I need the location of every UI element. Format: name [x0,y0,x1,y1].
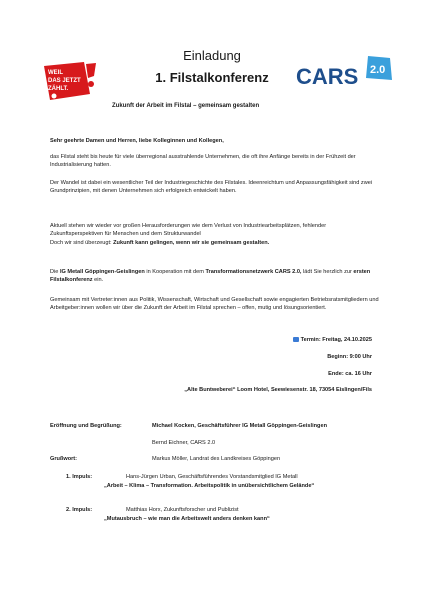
opening-speaker-2: Bernd Eichner, CARS 2.0 [152,440,216,446]
p4-conference: ersten Filstalkonferenz [50,269,371,284]
event-venue: „Alte Buntweberei“ Loom Hotel, Seewiesenstr. 18, 73054 Eislingen/Fils [184,387,372,393]
invitation-title: Einladung [183,48,241,63]
paragraph-3b-bold: Zukunft kann gelingen, wenn wir sie gemeinsam gestalten. [113,239,270,246]
paragraph-2: Der Wandel ist dabei ein wesentlicher Teil der Industriegeschichte des Filstales. Ideenreichtum und Anpassungsfähigkeit sind zwei Grundprinzipien, mit denen Unternehmen sich erfolgreich entwickelt haben. [50,180,373,195]
greeting: Sehr geehrte Damen und Herren, liebe Kolleginnen und Kollegen, [50,138,224,144]
event-date [293,337,372,343]
event-date-text: Termin: Freitag, 24.10.2025 [300,337,372,343]
p4-part: in Kooperation mit dem [144,269,206,275]
event-start: Beginn: 9:00 Uhr [327,354,372,360]
impulse-1-speaker: Hans-Jürgen Urban, Geschäftsführendes Vorstandsmitglied IG Metall [126,474,298,480]
opening-speaker-1 [152,422,327,430]
cars-logo-text: CARS [296,64,359,89]
impulse-1-title: „Arbeit – Klima – Transformation. Arbeitspolitik in unübersichtlichem Gelände“ [104,483,315,489]
greeting-speaker: Markus Möller, Landrat des Landkreises Göppingen [152,456,281,462]
paragraph-4 [50,268,380,285]
paragraph-3b: Doch wir sind überzeugt: [50,239,114,246]
impulse-2-speaker: Matthias Horx, Zukunftsforscher und Publizist [126,507,239,513]
greeting-label: Grußwort: [50,456,78,462]
ig-logo-line1: WEIL [48,70,63,76]
opening-label: Eröffnung und Begrüßung: [50,423,122,429]
cars-badge-text: 2.0 [370,64,386,76]
p4-network: Transformationsnetzwerk CARS 2.0, [205,269,302,275]
ig-logo-line2: DAS JETZT [48,78,81,84]
impulse-2-title: „Mutausbruch – wie man die Arbeitswelt anders denken kann“ [104,516,270,522]
paragraph-3a: Aktuell stehen wir wieder vor großen Herausforderungen wie dem Verlust von Industriearbeitsplätzen, fehlender Zukunftsperspektiven für Menschen und dem Strukturwandel [50,223,327,238]
p4-part: ein. [92,277,104,284]
p4-org: IG Metall Göppingen-Geislingen [59,269,145,275]
event-end: Ende: ca. 16 Uhr [328,371,372,377]
p4-part: Die [50,269,60,275]
calendar-icon [293,337,299,342]
paragraph-5: Gemeinsam mit Vertreter:innen aus Politik, Wissenschaft, Wirtschaft und Gesellschaft sowie engagierten Betriebsratsmitgliedern und Arbeitgeber:innen wollen wir über die Zukunft der Arbeit im Filstal sprechen – offen, mutig und lösungsorientiert. [50,297,379,312]
ig-logo-line3: ZÄHLT. [48,86,69,92]
impulse-1-label: 1. Impuls: [66,474,93,480]
opening-speaker-1-text: Michael Kocken, Geschäftsführer IG Metall Göppingen-Geislingen [152,423,327,429]
paragraph-3 [50,222,380,247]
impulse-2-label: 2. Impuls: [66,507,93,513]
paragraph-1: das Filstal steht bis heute für viele überregional ausstrahlende Unternehmen, die oft ihre Anfänge bereits in der Frühzeit der Industrialisierung hatten. [50,154,356,169]
subtitle: Zukunft der Arbeit im Filstal – gemeinsam gestalten [112,103,260,109]
p4-part: lädt Sie herzlich zur [301,269,354,275]
conference-title: 1. Filstalkonferenz [155,70,269,85]
